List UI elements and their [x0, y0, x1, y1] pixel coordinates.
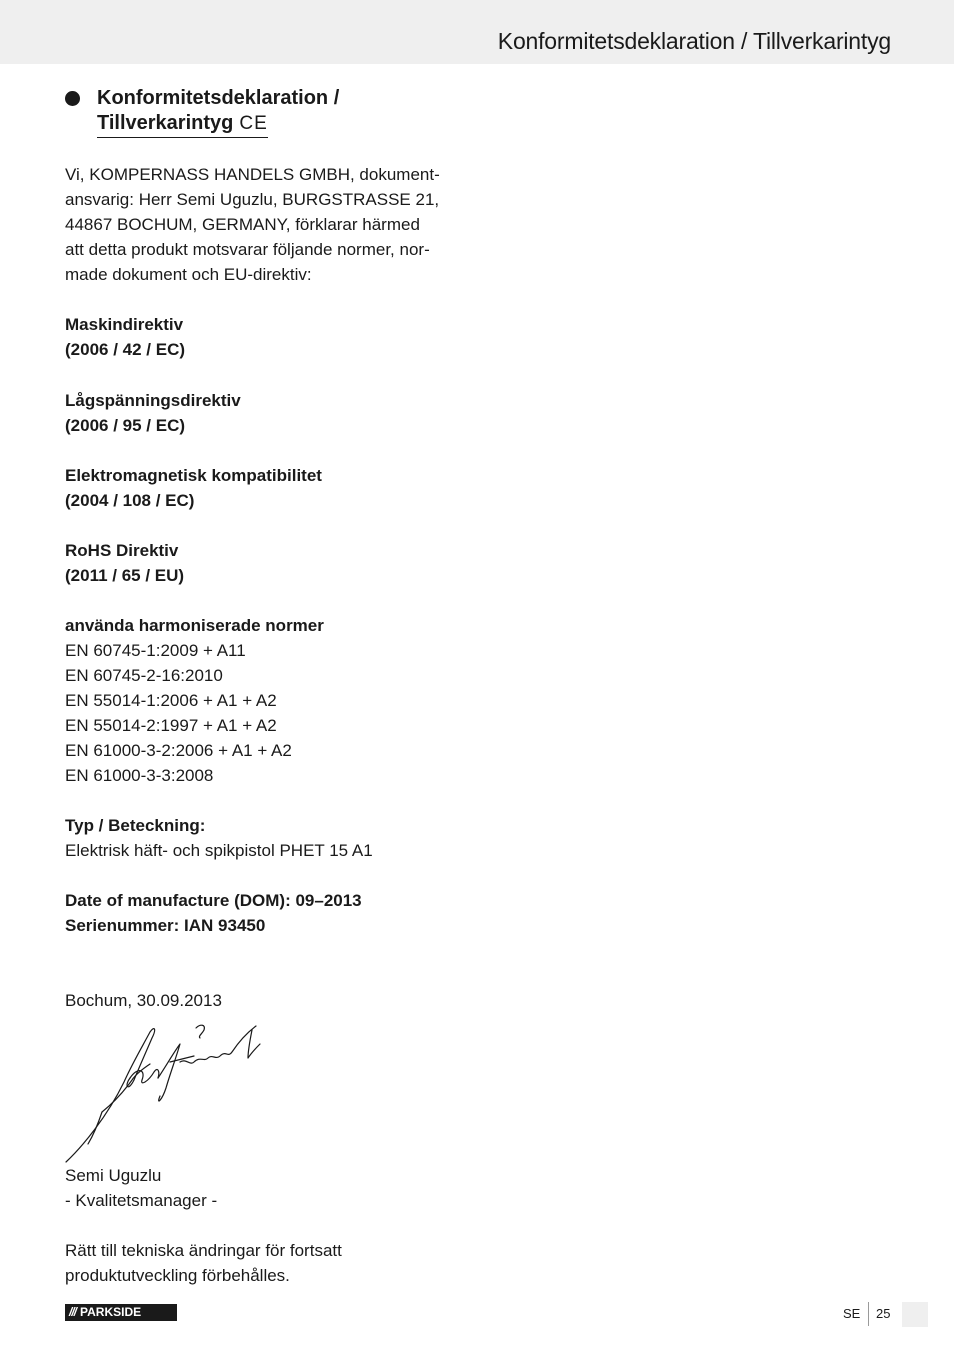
standard-item: EN 61000-3-2:2006 + A1 + A2 [65, 741, 292, 760]
logo-stripes-icon: /// [69, 1305, 77, 1319]
intro-line: att detta produkt motsvarar följande normer, nor- [65, 240, 430, 259]
type-value: Elektrisk häft- och spikpistol PHET 15 A1 [65, 841, 373, 860]
disclaimer [65, 1238, 465, 1288]
language-code: SE [843, 1306, 861, 1321]
parkside-logo [65, 1304, 177, 1321]
directive-low-voltage [65, 388, 465, 438]
standard-item: EN 60745-1:2009 + A11 [65, 641, 246, 660]
heading-line-1: Konformitetsdeklaration / [97, 87, 340, 109]
directive-code: (2004 / 108 / EC) [65, 491, 195, 510]
directive-code: (2006 / 42 / EC) [65, 340, 186, 359]
heading-line-2-wrap [97, 111, 268, 138]
bullet-icon [65, 91, 80, 106]
standard-item: EN 55014-1:2006 + A1 + A2 [65, 691, 277, 710]
manufacture-date: Date of manufacture (DOM): 09–2013 [65, 891, 362, 910]
serial-number: Serienummer: IAN 93450 [65, 916, 266, 935]
intro-line: made dokument och EU-direktiv: [65, 265, 312, 284]
standards-list [65, 613, 465, 788]
page-title: Konformitetsdeklaration / Tillverkarintyg [497, 28, 891, 54]
logo-brand: PARKSIDE [80, 1305, 142, 1319]
directive-name: RoHS Direktiv [65, 541, 179, 560]
signatory-role: - Kvalitetsmanager - [65, 1191, 218, 1210]
type-label: Typ / Beteckning: [65, 816, 206, 835]
place-date [65, 988, 465, 1013]
heading-text [97, 86, 457, 138]
manufacture-info [65, 888, 465, 938]
directive-emc [65, 463, 465, 513]
signature-icon [62, 1022, 272, 1167]
intro-line: ansvarig: Herr Semi Uguzlu, BURGSTRASSE 21, [65, 190, 440, 209]
intro-line: Vi, KOMPERNASS HANDELS GMBH, dokument- [65, 165, 440, 184]
signatory [65, 1163, 465, 1213]
directive-name: Maskindirektiv [65, 315, 184, 334]
ce-mark-icon: CE [239, 113, 268, 134]
directive-code: (2006 / 95 / EC) [65, 416, 186, 435]
disclaimer-line: produktutveckling förbehålles. [65, 1266, 290, 1285]
footer-tab [902, 1302, 928, 1327]
type-designation [65, 813, 465, 863]
footer-divider [868, 1302, 869, 1326]
directive-rohs [65, 538, 465, 588]
standard-item: EN 61000-3-3:2008 [65, 766, 214, 785]
directive-name: Elektromagnetisk kompatibilitet [65, 466, 322, 485]
intro-paragraph [65, 162, 465, 287]
disclaimer-line: Rätt till tekniska ändringar för fortsatt [65, 1241, 342, 1260]
standard-item: EN 60745-2-16:2010 [65, 666, 223, 685]
place-date-text: Bochum, 30.09.2013 [65, 991, 222, 1010]
page-number: 25 [876, 1306, 891, 1321]
directive-machinery [65, 312, 465, 362]
directive-name: Lågspänningsdirektiv [65, 391, 241, 410]
directive-code: (2011 / 65 / EU) [65, 566, 185, 585]
heading-line-2: Tillverkarintyg [97, 112, 234, 134]
standard-item: EN 55014-2:1997 + A1 + A2 [65, 716, 277, 735]
signatory-name: Semi Uguzlu [65, 1166, 162, 1185]
header-bar [0, 0, 954, 64]
intro-line: 44867 BOCHUM, GERMANY, förklarar härmed [65, 215, 420, 234]
standards-title: använda harmoniserade normer [65, 616, 324, 635]
